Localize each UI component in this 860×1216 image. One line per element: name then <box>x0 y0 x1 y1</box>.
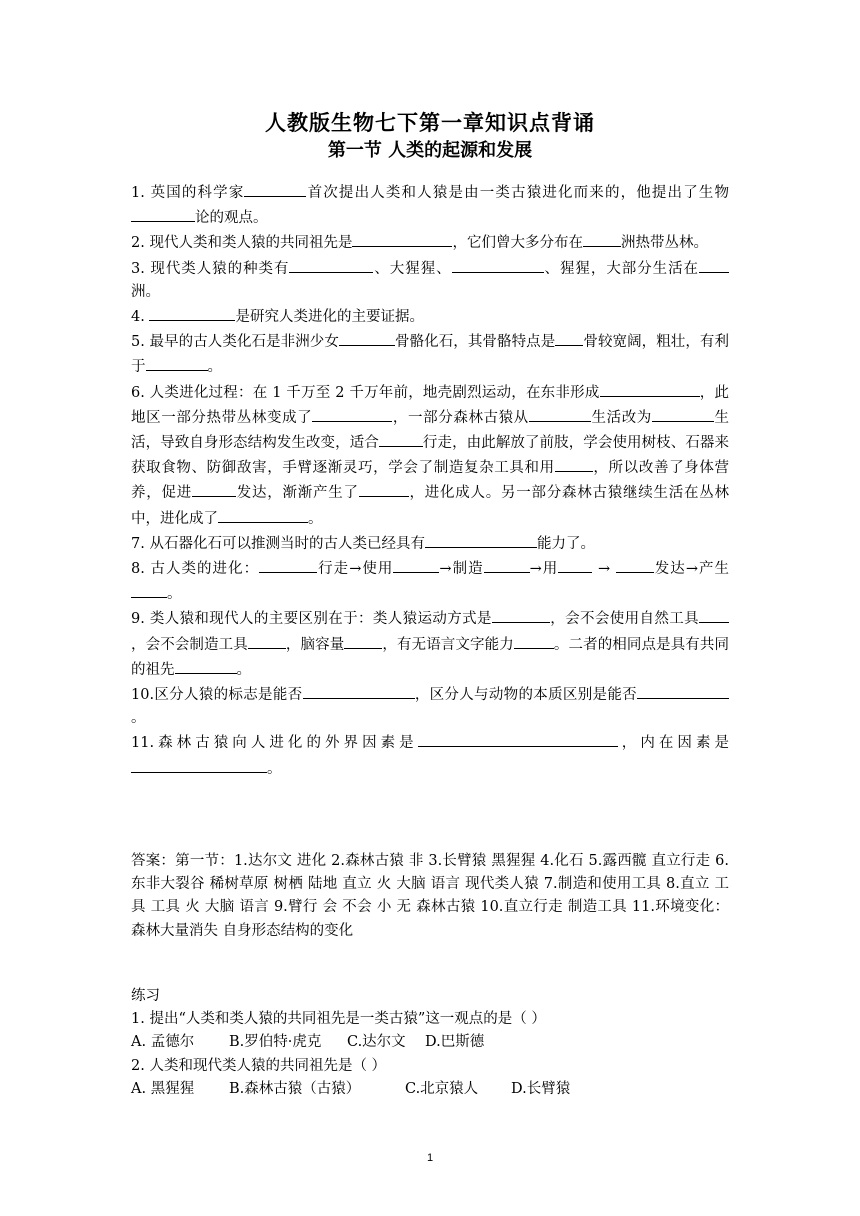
option-b: B.罗伯特·虎克 <box>229 1034 322 1051</box>
fill-blank <box>312 405 392 422</box>
practice-options-1 <box>131 1031 729 1054</box>
fill-blank <box>146 354 208 371</box>
question-4: 4. 是研究人类进化的主要证据。 <box>131 304 729 329</box>
fill-blank <box>339 329 395 346</box>
fill-blank <box>425 531 537 548</box>
fill-blank <box>484 556 530 573</box>
fill-blank <box>555 455 593 472</box>
question-2: 2. 现代人类和类人猿的共同祖先是 ，它们曾大多分布在 洲热带丛林。 <box>131 230 729 255</box>
practice-question-2: 2. 人类和现代类人猿的共同祖先是（ ） <box>131 1057 387 1074</box>
fill-blank <box>131 756 267 773</box>
fill-blank <box>218 506 308 523</box>
fill-blank <box>652 405 714 422</box>
document-title: 人教版生物七下第一章知识点背诵 <box>265 111 595 135</box>
fill-blank <box>303 682 415 699</box>
fill-blank <box>352 230 452 247</box>
question-10: 10.区分人猿的标志是能否 ，区分人与动物的本质区别是能否。 <box>131 682 729 730</box>
fill-blank <box>379 430 423 447</box>
answer-key: 答案：第一节：1.达尔文 进化 2.森林古猿 非 3.长臂猿 黑猩猩 4.化石 5.露西髋 直立行走 6.东非大裂谷 稀树草原 树栖 陆地 直立 火 大脑 语言 现代类人猿 7.制造和使用工具 8.直立 工具 工具 火 大脑 语言 9.臂行 会 不会 小 无 森林古猿 10.直立行走 制造工具 11.环境变化：森林大量消失 自身形态结构的变化 <box>131 853 729 939</box>
fill-blank <box>699 606 729 623</box>
fill-blank <box>555 329 583 346</box>
fill-blank <box>131 205 195 222</box>
option-d: D.长臂猿 <box>511 1080 571 1097</box>
fill-blank <box>248 632 286 649</box>
option-a: A. 黑猩猩 <box>131 1080 195 1097</box>
fill-blank <box>418 730 618 747</box>
practice-options-2 <box>131 1078 729 1101</box>
fill-blank <box>131 581 167 598</box>
fill-blank <box>637 682 729 699</box>
fill-blank <box>583 230 621 247</box>
practice-heading: 练习 <box>131 988 160 1004</box>
fill-blank <box>558 556 592 573</box>
fill-blank <box>192 480 236 497</box>
option-b: B.森林古猿（古猿） <box>229 1080 361 1097</box>
question-list <box>131 180 729 781</box>
fill-blank <box>616 556 654 573</box>
question-1: 1. 英国的科学家 首次提出人类和人猿是由一类古猿进化而来的，他提出了生物论的观点。 <box>131 180 729 230</box>
fill-blank <box>600 380 700 397</box>
fill-blank <box>344 632 382 649</box>
fill-blank <box>289 256 373 273</box>
question-9: 9. 类人猿和现代人的主要区别在于：类人猿运动方式是 ，会不会使用自然工具，会不会制造工具 ，脑容量 ，有无语言文字能力 。二者的相同点是具有共同的祖先 。 <box>131 606 729 682</box>
fill-blank <box>699 256 729 273</box>
fill-blank <box>259 556 317 573</box>
question-5: 5. 最早的古人类化石是非洲少女 骨骼化石，其骨骼特点是 骨较宽阔，粗壮，有利于 。 <box>131 329 729 379</box>
fill-blank <box>492 606 550 623</box>
question-11: 11.森林古猿向人进化的外界因素是 ，内在因素是。 <box>131 730 729 780</box>
fill-blank <box>393 556 439 573</box>
question-8: 8. 古人类的进化： 行走→使用 →制造 →用 → 发达→产生。 <box>131 556 729 606</box>
option-c: C.北京猿人 <box>405 1080 479 1097</box>
fill-blank <box>529 405 591 422</box>
fill-blank <box>514 632 554 649</box>
option-c: C.达尔文 <box>347 1034 406 1051</box>
fill-blank <box>452 256 544 273</box>
fill-blank <box>175 657 237 674</box>
practice-question-1: 1. 提出“人类和类人猿的共同祖先是一类古猿”这一观点的是（ ） <box>131 1011 546 1028</box>
section-title: 第一节 人类的起源和发展 <box>327 140 533 161</box>
question-3: 3. 现代类人猿的种类有 、大猩猩、 、猩猩，大部分生活在洲。 <box>131 256 729 304</box>
question-7: 7. 从石器化石可以推测当时的古人类已经具有 能力了。 <box>131 531 729 556</box>
fill-blank <box>244 180 306 197</box>
option-a: A. 孟德尔 <box>131 1034 195 1051</box>
option-d: D.巴斯德 <box>425 1034 485 1051</box>
question-6: 6. 人类进化过程：在 1 千万至 2 千万年前，地壳剧烈运动，在东非形成 ，此地区一部分热带丛林变成了 ，一部分森林古猿从 生活改为 生活，导致自身形态结构发生改变，适合 行走，由此解放了前肢，学会使用树枝、石器来获取食物、防御敌害，手臂逐渐灵巧，学会了制造复杂工具和用 ，所以改善了身体营养，促进 发达，渐渐产生了 ，进化成人。另一部分森林古猿继续生活在丛林中，进化成了 。 <box>131 380 729 531</box>
fill-blank <box>149 304 235 321</box>
page-number: 1 <box>426 1152 434 1164</box>
practice-section <box>131 985 729 1101</box>
fill-blank <box>359 480 409 497</box>
